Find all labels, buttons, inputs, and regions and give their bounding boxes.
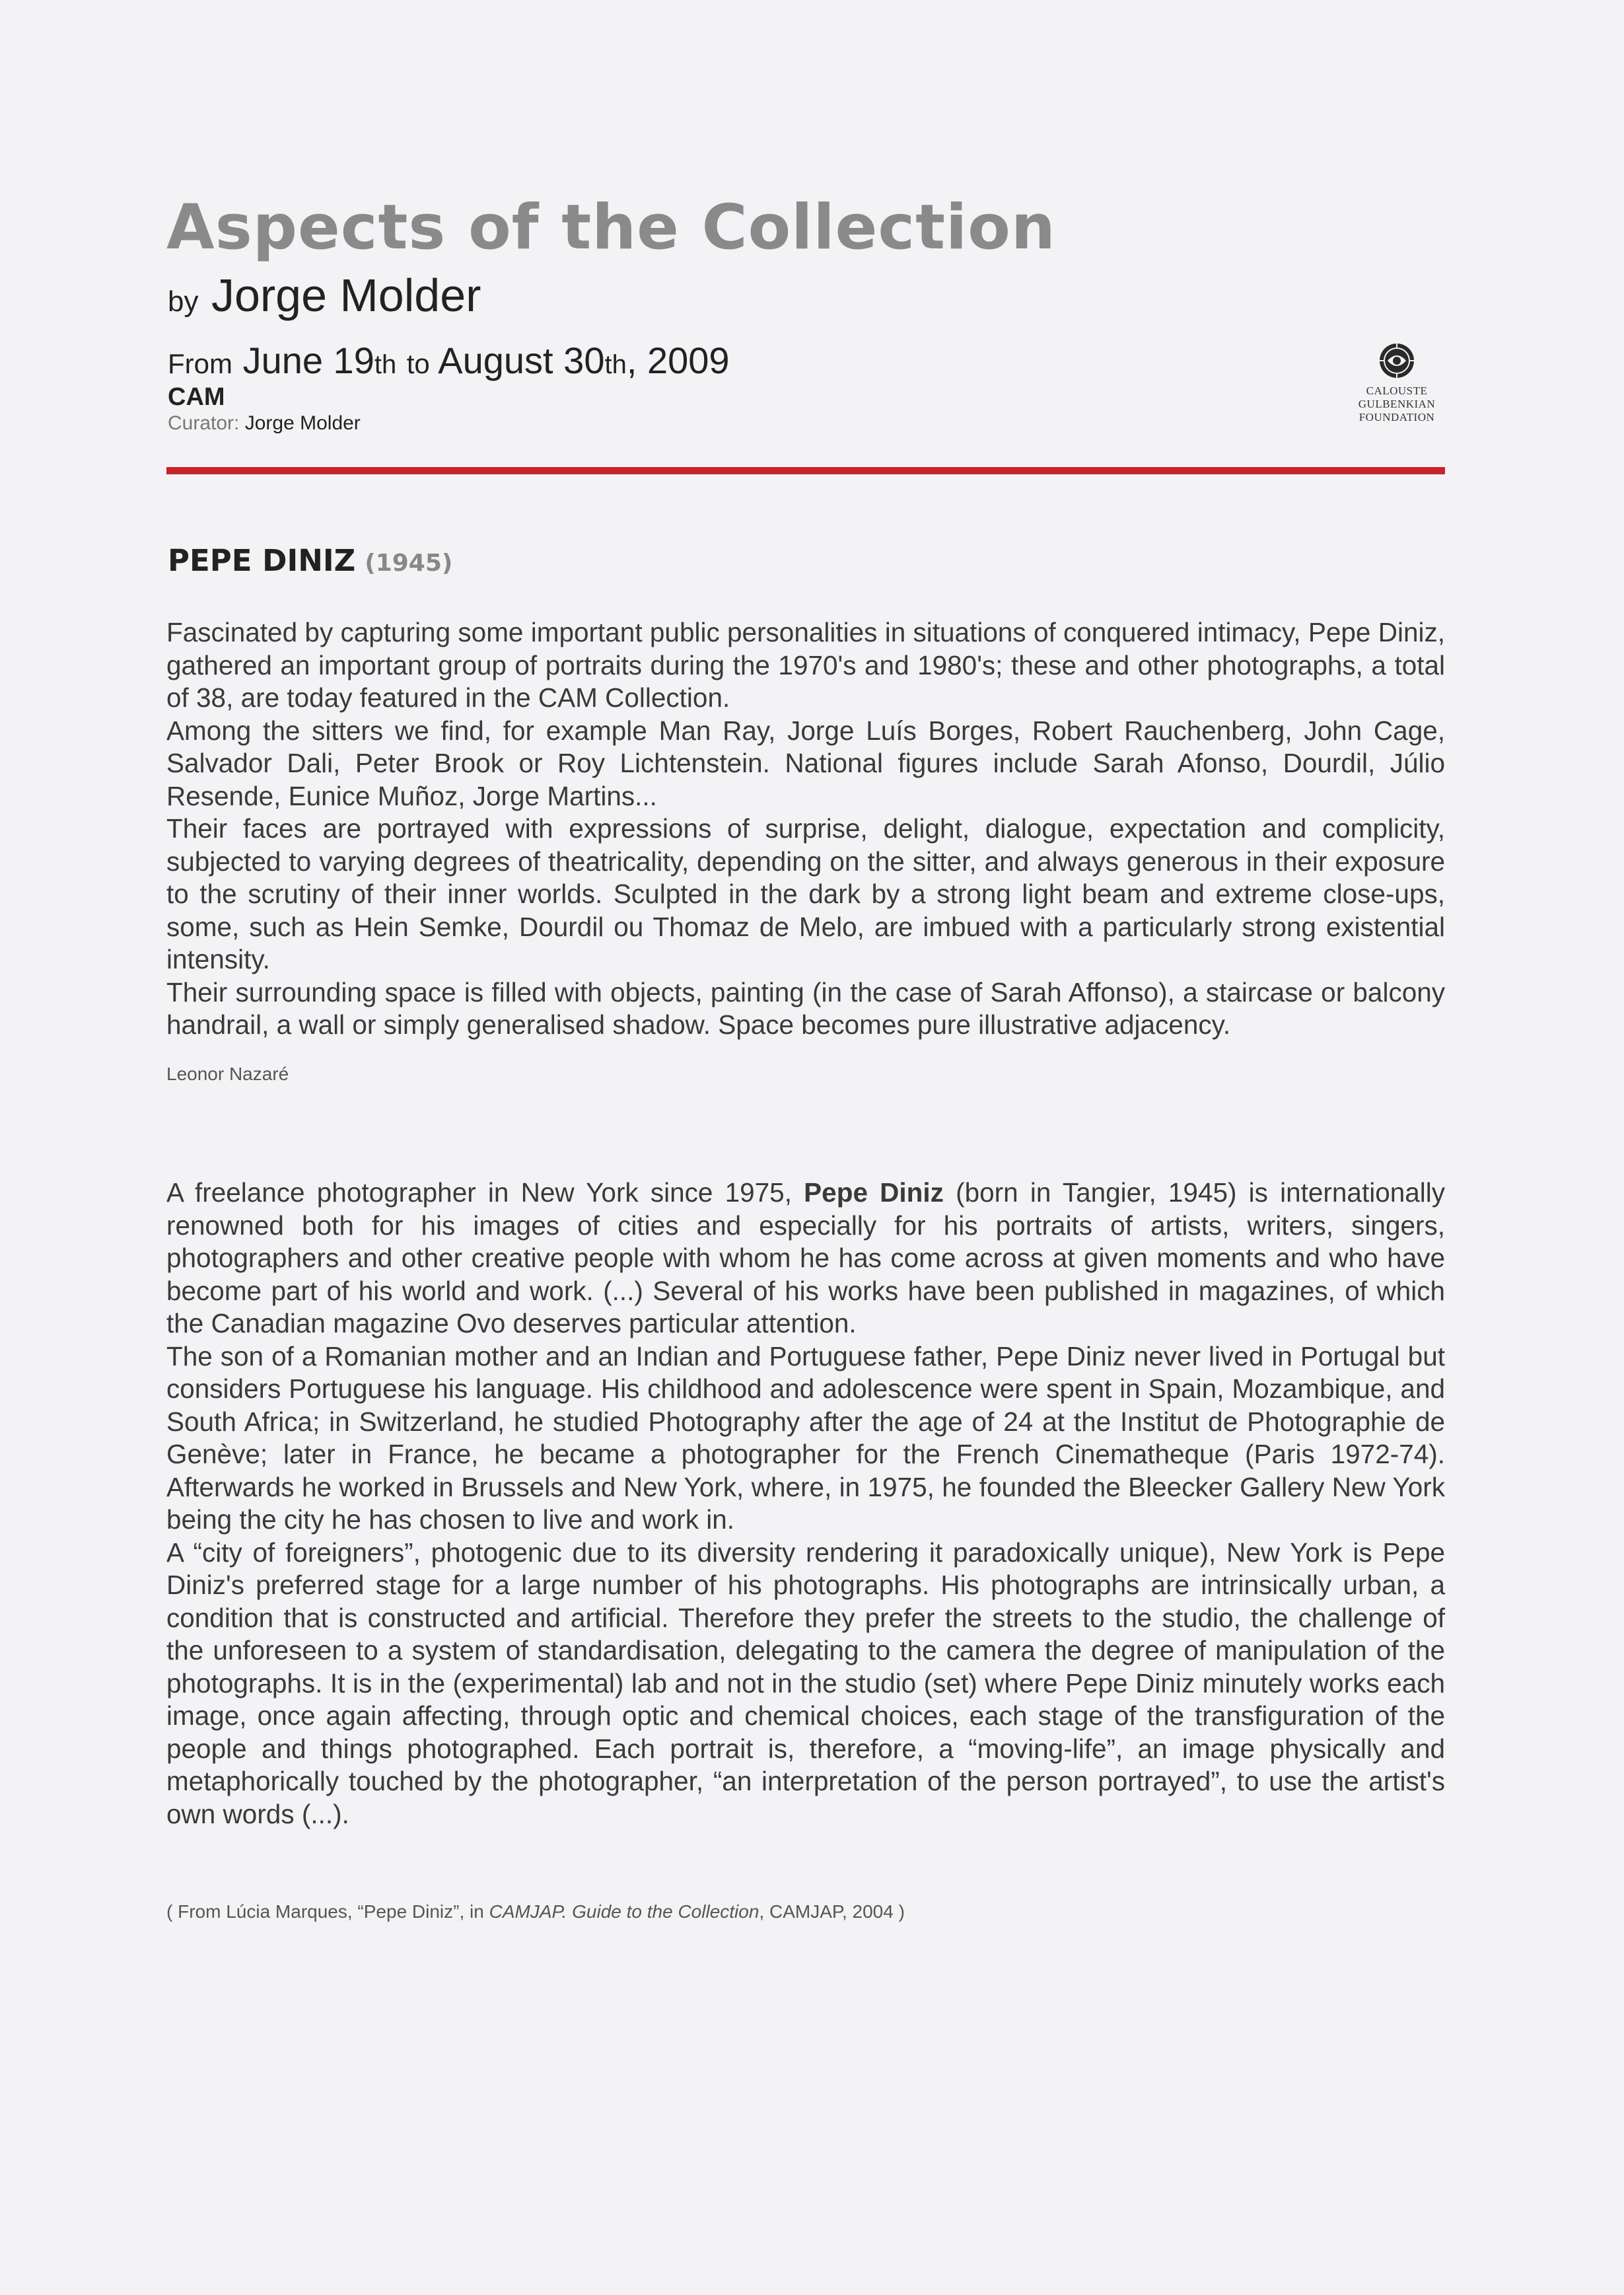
citation-title: CAMJAP. Guide to the Collection xyxy=(489,1901,759,1922)
paragraph: Their faces are portrayed with expressions of surprise, delight, dialogue, expectation and complicity, subjected to varying degrees of theatricality, depending on the sitter, and always generous in their exposure to the scrutiny of their inner worlds. Sculpted in the dark by a strong light beam and extreme close-ups, some, such as Hein Semke, Dourdil ou Thomaz de Melo, are imbued with a particularly strong existential intensity. xyxy=(166,813,1445,974)
paragraph: A “city of foreigners”, photogenic due to its diversity rendering it paradoxically unique), New York is Pepe Diniz's preferred stage for a large number of his photographs. His photographs are intrinsically urban, a condition that is constructed and artificial. Therefore they prefer the streets to the studio, the challenge of the unforeseen to a system of standardisation, delegating to the camera the degree of manipulation of the photographs. It is in the (experimental) lab and not in the studio (set) where Pepe Diniz minutely works each image, once again affecting, through optic and chemical choices, each stage of the transfiguration of the people and things photographed. Each portrait is, therefore, a “moving-life”, an image physically and metaphorically touched by the photographer, “an interpretation of the person portrayed”, to use the artist's own words (...). xyxy=(166,1537,1445,1829)
byline-author: Jorge Molder xyxy=(211,270,481,321)
dates-from: From xyxy=(168,348,232,379)
artist-heading xyxy=(168,543,453,578)
curator-name: Jorge Molder xyxy=(244,412,361,434)
curator-label: Curator: xyxy=(168,412,240,434)
paragraph: Fascinated by capturing some important public personalities in situations of conquered intimacy, Pepe Diniz, gathered an important group of portraits during the 1970's and 1980's; these and other photographs, a total of 38, are today featured in the CAM Collection. xyxy=(166,617,1445,713)
essay-author: Leonor Nazaré xyxy=(166,1064,289,1084)
paragraph xyxy=(166,1177,1445,1340)
logo-line-1: CALOUSTE xyxy=(1366,384,1428,397)
paragraph-text: (born in Tangier, 1945) is internationally renowned both for his images of cities and especially for his portraits of artists, writers, singers, photographers and other creative people with whom he has come across at given moments and who have become part of his world and work. (...) Several of his works have been published in magazines, of which the Canadian magazine Ovo deserves particular attention. xyxy=(166,1177,1446,1338)
essay-section-2 xyxy=(166,1177,1445,1831)
dates-start: June 19 xyxy=(242,340,374,381)
byline-by: by xyxy=(168,285,199,318)
gulbenkian-emblem-icon xyxy=(1377,341,1417,381)
essay-section-1 xyxy=(166,616,1445,1042)
paragraph-text: A freelance photographer in New York since 1975, xyxy=(166,1177,804,1208)
paragraph: The son of a Romanian mother and an Indian and Portuguese father, Pepe Diniz never lived in Portugal but considers Portuguese his language. His childhood and adolescence were spent in Spain, Mozambique, and South Africa; in Switzerland, he studied Photography after the age of 24 at the Institut de Photographie de Genève; later in France, he became a photographer for the French Cinematheque (Paris 1972-74). Afterwards he worked in Brussels and New York, where, in 1975, he founded the Bleecker Gallery New York being the city he has chosen to live and work in. xyxy=(166,1340,1445,1535)
dates-end-suffix: th xyxy=(604,350,627,379)
page-title: Aspects of the Collection xyxy=(166,192,1056,264)
citation-text: ( From Lúcia Marques, “Pepe Diniz”, in xyxy=(166,1901,489,1922)
artist-years: (1945) xyxy=(365,550,453,577)
byline xyxy=(168,270,481,321)
exhibition-dates xyxy=(168,342,730,379)
artist-name-bold: Pepe Diniz xyxy=(804,1177,944,1208)
dates-year: , 2009 xyxy=(626,340,730,381)
artist-name: PEPE DINIZ xyxy=(168,543,356,578)
gulbenkian-logo xyxy=(1347,341,1446,424)
curator-line xyxy=(168,414,361,433)
paragraph: Among the sitters we find, for example Man Ray, Jorge Luís Borges, Robert Rauchenberg, John Cage, Salvador Dali, Peter Brook or Roy Lichtenstein. National figures include Sarah Afonso, Dourdil, Júlio Resende, Eunice Muñoz, Jorge Martins... xyxy=(166,715,1445,811)
logo-line-3: FOUNDATION xyxy=(1359,411,1435,423)
dates-start-suffix: th xyxy=(374,350,397,379)
red-divider xyxy=(166,467,1445,474)
dates-end: August 30 xyxy=(438,340,605,381)
citation-text: , CAMJAP, 2004 ) xyxy=(759,1901,905,1922)
logo-line-2: GULBENKIAN xyxy=(1358,398,1436,410)
venue: CAM xyxy=(168,383,225,411)
paragraph: Their surrounding space is filled with objects, painting (in the case of Sarah Affonso), a staircase or balcony handrail, a wall or simply generalised shadow. Space becomes pure illustrative adjacency. xyxy=(166,976,1445,1040)
dates-to: to xyxy=(406,348,430,379)
source-citation xyxy=(166,1903,905,1921)
